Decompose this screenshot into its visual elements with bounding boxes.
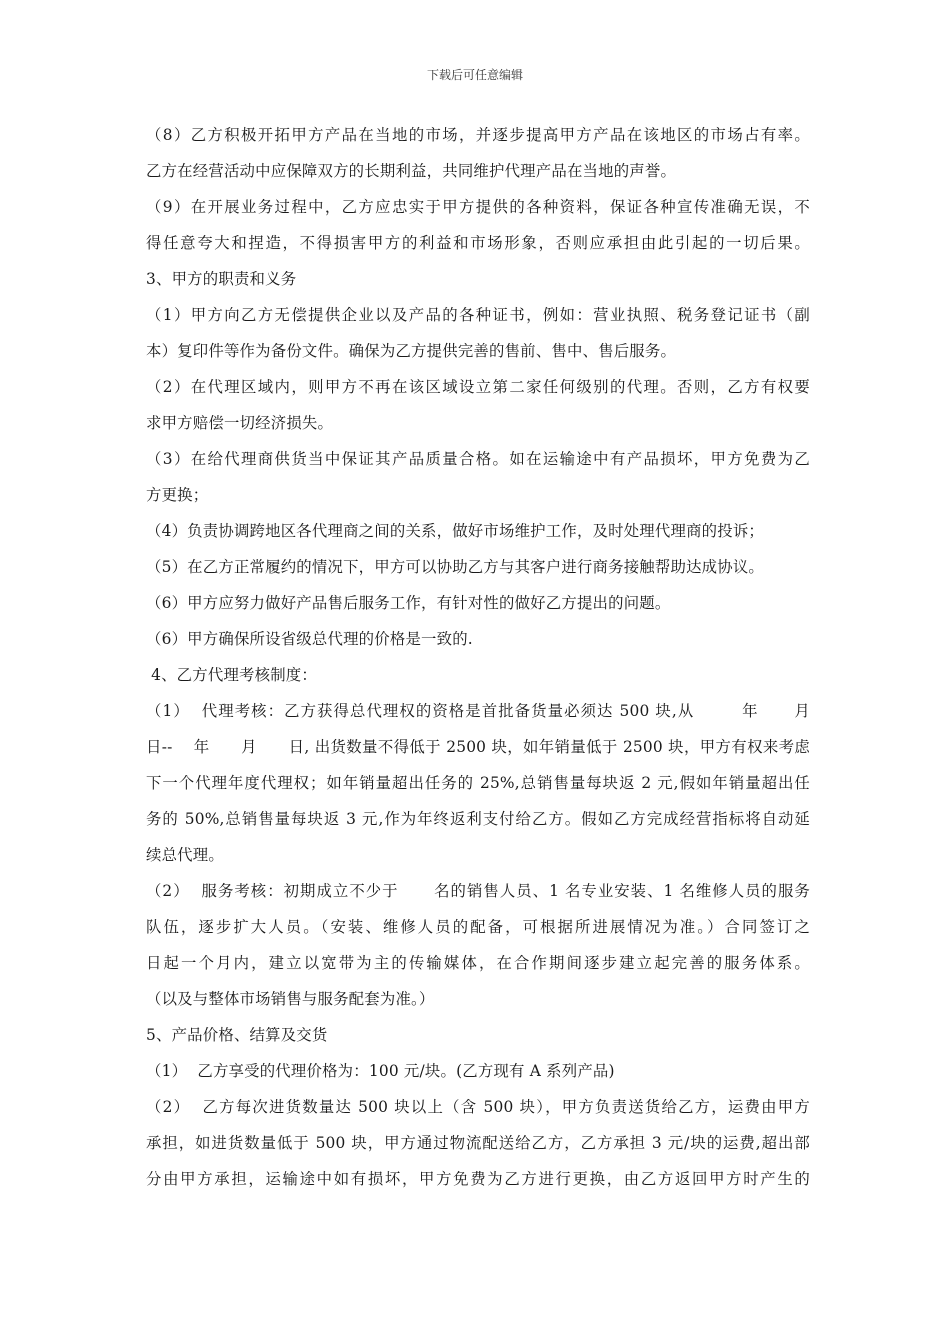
text-line: 方更换；: [146, 486, 209, 504]
text-line: 下一个代理年度代理权；如年销量超出任务的 25%,总销售量每块返 2 元,假如年销量超出任: [146, 774, 810, 792]
text-line: 承担，如进货数量低于 500 块，甲方通过物流配送给乙方，乙方承担 3 元/块的运费,超出部: [146, 1134, 810, 1152]
section-heading: 3、甲方的职责和义务: [146, 270, 297, 288]
text-line: （1） 乙方享受的代理价格为：100 元/块。(乙方现有 A 系列产品): [146, 1062, 615, 1080]
text-line: 乙方在经营活动中应保障双方的长期利益，共同维护代理产品在当地的声誉。: [146, 162, 677, 180]
text-line: 务的 50%,总销售量每块返 3 元,作为年终返利支付给乙方。假如乙方完成经营指标将自动延: [146, 810, 810, 828]
text-line: （4）负责协调跨地区各代理商之间的关系，做好市场维护工作，及时处理代理商的投诉；: [146, 522, 765, 540]
text-line: （3）在给代理商供货当中保证其产品质量合格。如在运输途中有产品损坏，甲方免费为乙: [146, 450, 810, 468]
page-header: 下载后可任意编辑: [426, 68, 523, 82]
text-line: 续总代理。: [146, 846, 224, 864]
section-heading: 5、产品价格、结算及交货: [146, 1026, 328, 1044]
section-heading: 4、乙方代理考核制度：: [146, 666, 317, 684]
text-line: 本）复印件等作为备份文件。确保为乙方提供完善的售前、售中、售后服务。: [146, 342, 677, 360]
text-line: （2） 乙方每次进货数量达 500 块以上（含 500 块），甲方负责送货给乙方，运费由甲方: [146, 1098, 810, 1116]
text-line: （1） 代理考核：乙方获得总代理权的资格是首批备货量必须达 500 块,从 年 月: [146, 702, 810, 720]
text-line: （1）甲方向乙方无偿提供企业以及产品的各种证书，例如：营业执照、税务登记证书（副: [146, 306, 810, 324]
text-line: （2）在代理区域内，则甲方不再在该区域设立第二家任何级别的代理。否则，乙方有权要: [146, 378, 810, 396]
text-line: 队伍，逐步扩大人员。（安装、维修人员的配备，可根据所进展情况为准。）合同签订之: [146, 918, 810, 936]
text-line: （2） 服务考核：初期成立不少于 名的销售人员、1 名专业安装、1 名维修人员的服务: [146, 882, 810, 900]
text-line: （6）甲方确保所设省级总代理的价格是一致的.: [146, 630, 473, 648]
text-line: （8）乙方积极开拓甲方产品在当地的市场，并逐步提高甲方产品在该地区的市场占有率。: [146, 126, 810, 144]
text-line: （6）甲方应努力做好产品售后服务工作，有针对性的做好乙方提出的问题。: [146, 594, 671, 612]
text-line: （5）在乙方正常履约的情况下，甲方可以协助乙方与其客户进行商务接触帮助达成协议。: [146, 558, 765, 576]
text-line: 分由甲方承担，运输途中如有损坏，甲方免费为乙方进行更换，由乙方返回甲方时产生的: [146, 1170, 810, 1188]
text-line: （以及与整体市场销售与服务配套为准。）: [146, 990, 435, 1008]
document-body: [146, 124, 810, 1204]
text-line: 得任意夸大和捏造，不得损害甲方的利益和市场形象，否则应承担由此引起的一切后果。: [146, 234, 810, 252]
text-line: 求甲方赔偿一切经济损失。: [146, 414, 334, 432]
text-line: （9）在开展业务过程中，乙方应忠实于甲方提供的各种资料，保证各种宣传准确无误，不: [146, 198, 810, 216]
text-line: 日-- 年 月 日, 出货数量不得低于 2500 块，如年销量低于 2500 块，甲方有权来考虑: [146, 738, 810, 756]
text-line: 日起一个月内，建立以宽带为主的传输媒体，在合作期间逐步建立起完善的服务体系。: [146, 954, 810, 972]
